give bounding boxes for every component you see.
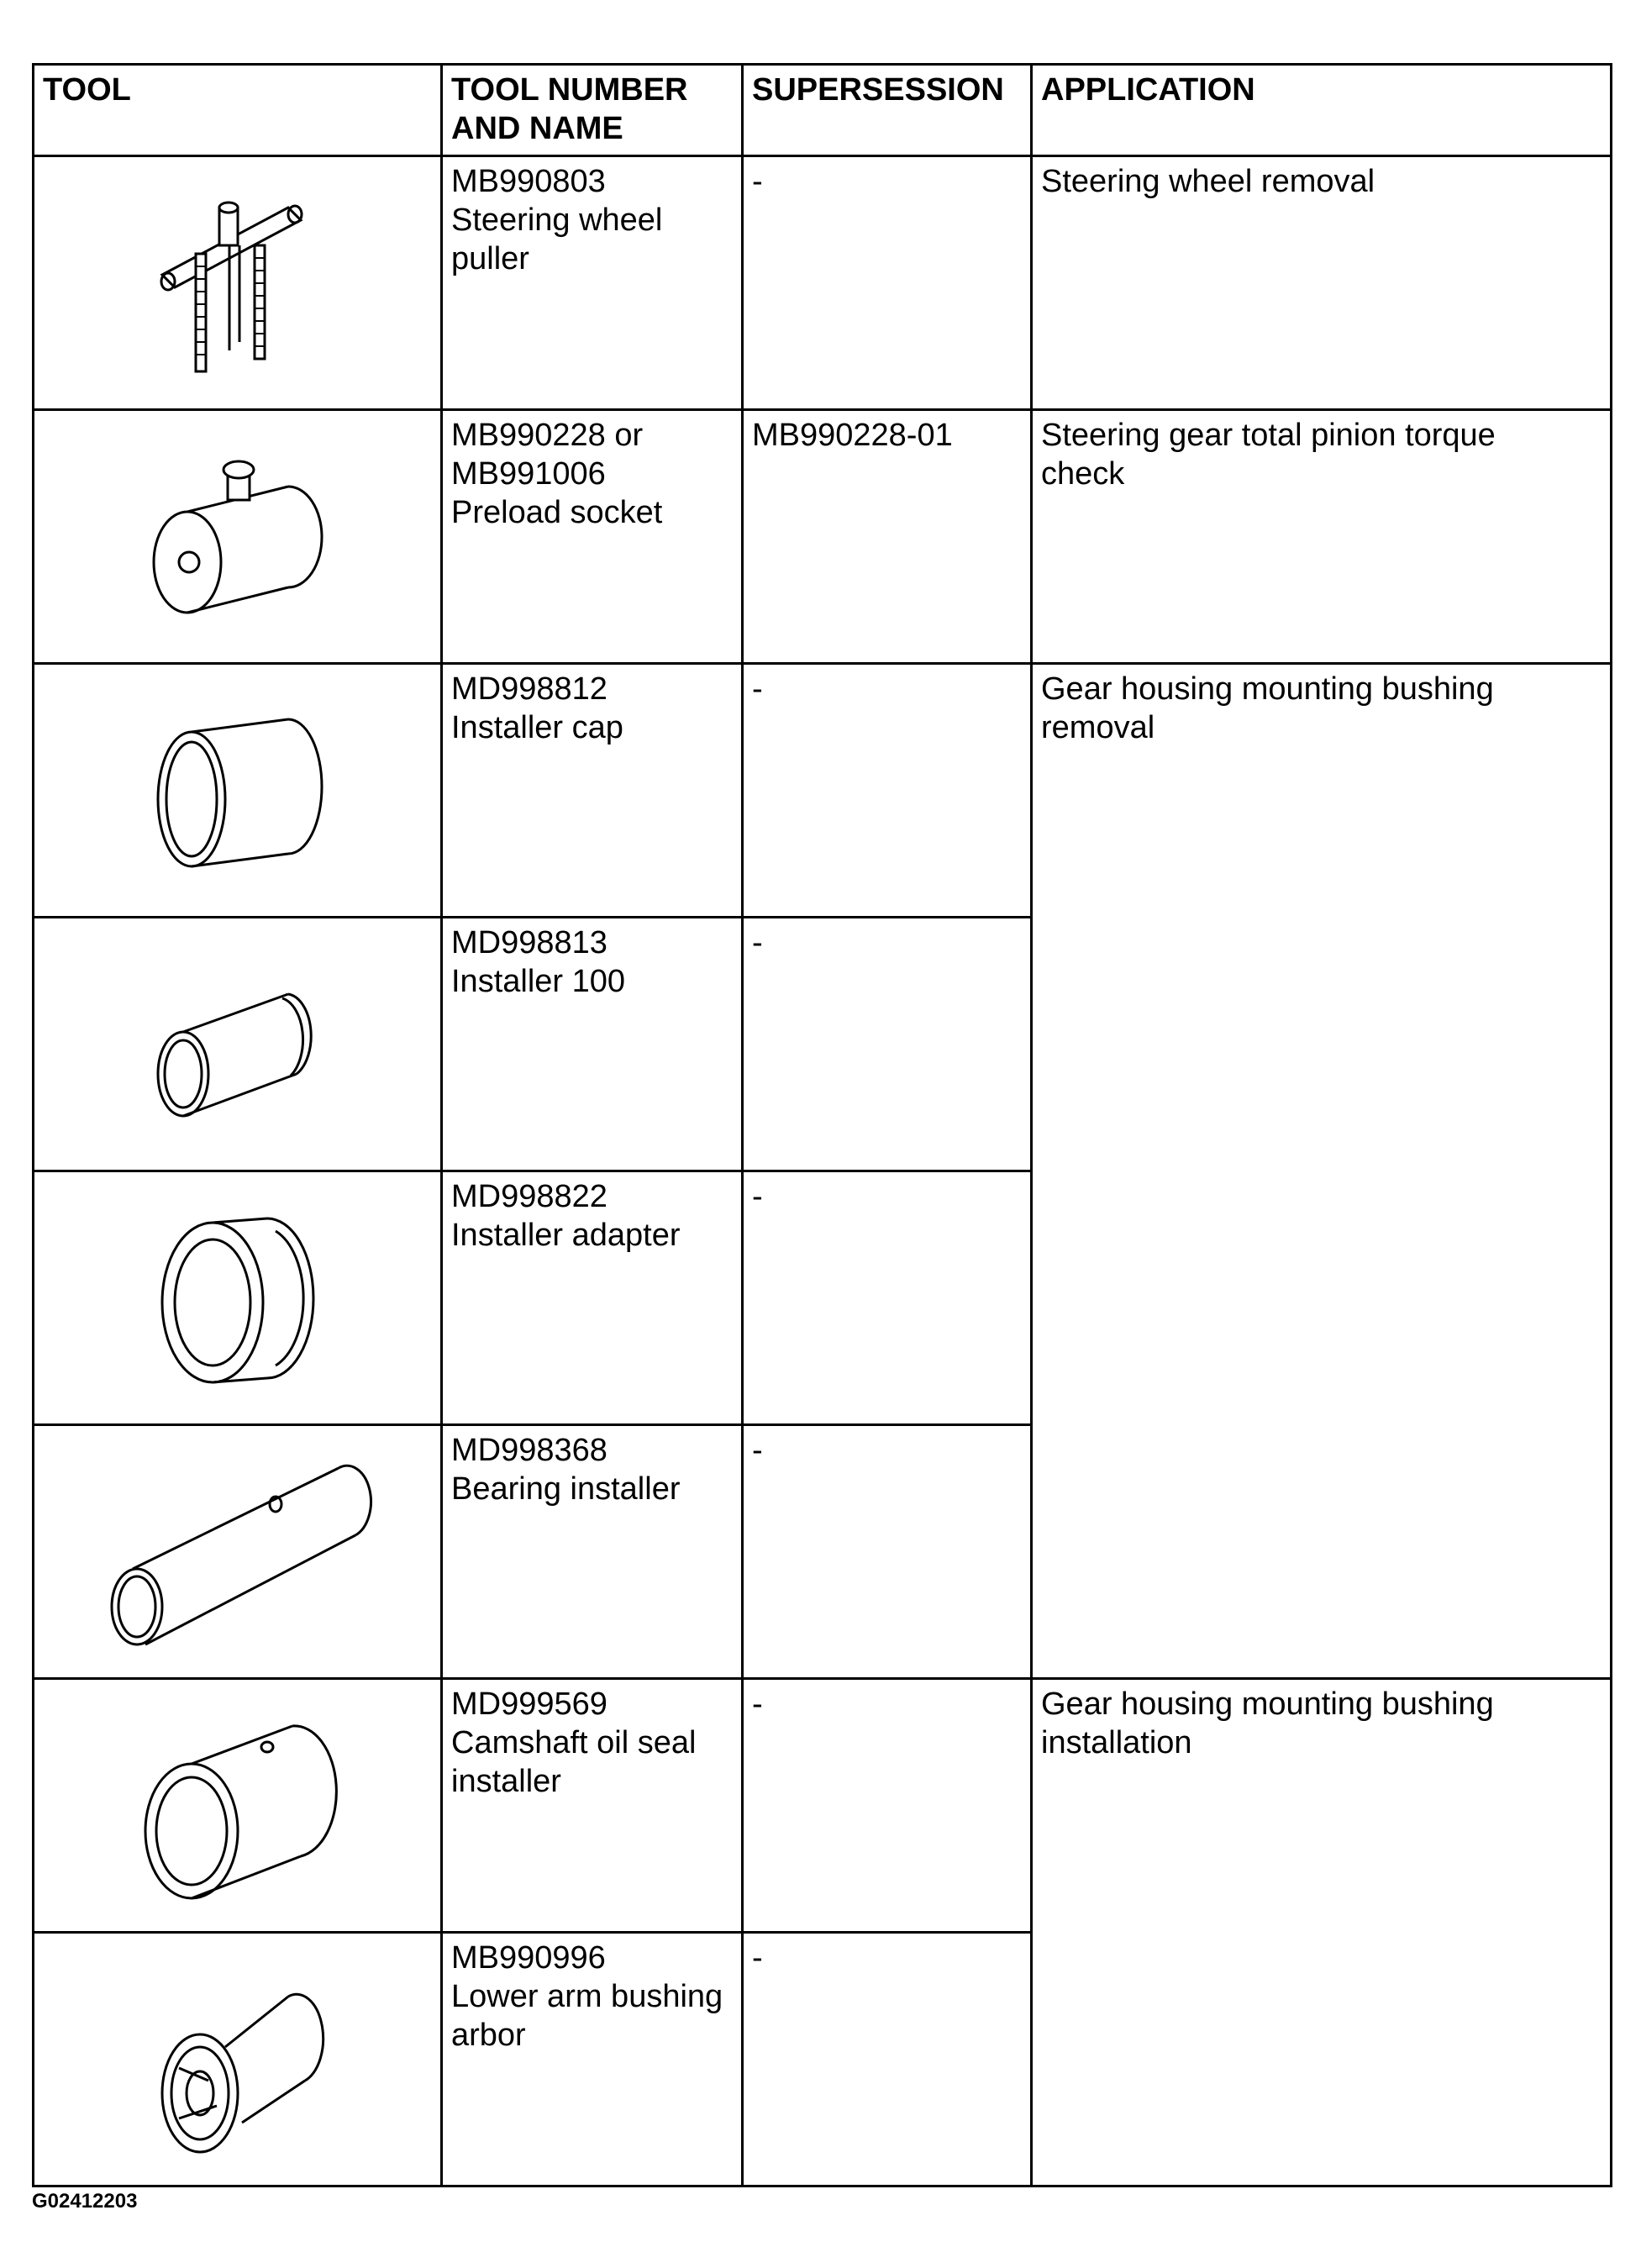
tool-number-cell: MB990803 Steering wheel puller xyxy=(442,156,743,410)
tool-image-cell xyxy=(34,1679,442,1933)
tool-image-cell xyxy=(34,664,442,918)
table-row xyxy=(34,410,1612,664)
header-row xyxy=(34,65,1612,156)
figure-id: G02412203 xyxy=(32,2190,138,2213)
table-row xyxy=(34,664,1612,918)
tool-number-cell: MD998813 Installer 100 xyxy=(442,918,743,1171)
header-application: APPLICATION xyxy=(1032,65,1612,156)
application-cell: Gear housing mounting bushing removal xyxy=(1032,664,1612,1679)
application-cell: Steering gear total pinion torque check xyxy=(1032,410,1612,664)
special-tools-table xyxy=(32,63,1612,2187)
camshaft-oil-seal-installer-icon xyxy=(120,1697,355,1915)
supersession-cell: - xyxy=(743,156,1032,410)
supersession-cell: - xyxy=(743,1679,1032,1933)
installer-100-icon xyxy=(124,948,351,1141)
table-row xyxy=(34,1679,1612,1933)
tool-number-cell: MD998812 Installer cap xyxy=(442,664,743,918)
tool-number-cell: MD999569 Camshaft oil seal installer xyxy=(442,1679,743,1933)
installer-cap-icon xyxy=(124,686,351,896)
supersession-cell: - xyxy=(743,1933,1032,2186)
installer-adapter-icon xyxy=(129,1193,347,1403)
tool-number-cell: MD998822 Installer adapter xyxy=(442,1171,743,1425)
tool-image-cell xyxy=(34,918,442,1171)
supersession-cell: - xyxy=(743,1171,1032,1425)
table-row xyxy=(34,156,1612,410)
header-supersession: SUPERSESSION xyxy=(743,65,1032,156)
tool-number-cell: MB990996 Lower arm bushing arbor xyxy=(442,1933,743,2186)
supersession-cell: MB990228-01 xyxy=(743,410,1032,664)
application-cell: Steering wheel removal xyxy=(1032,156,1612,410)
tool-number-cell: MB990228 or MB991006 Preload socket xyxy=(442,410,743,664)
tool-image-cell xyxy=(34,1425,442,1679)
tool-number-cell: MD998368 Bearing installer xyxy=(442,1425,743,1679)
steering-wheel-puller-icon xyxy=(112,174,364,392)
header-tool-number: TOOL NUMBER AND NAME xyxy=(442,65,743,156)
application-cell: Gear housing mounting bushing installation xyxy=(1032,1679,1612,2186)
bearing-installer-icon xyxy=(87,1443,389,1661)
tool-image-cell xyxy=(34,410,442,664)
tool-image-cell xyxy=(34,1171,442,1425)
tool-image-cell xyxy=(34,156,442,410)
supersession-cell: - xyxy=(743,1425,1032,1679)
supersession-cell: - xyxy=(743,918,1032,1171)
lower-arm-bushing-arbor-icon xyxy=(124,1955,351,2165)
supersession-cell: - xyxy=(743,664,1032,918)
header-tool: TOOL xyxy=(34,65,442,156)
tool-image-cell xyxy=(34,1933,442,2186)
preload-socket-icon xyxy=(129,436,347,638)
